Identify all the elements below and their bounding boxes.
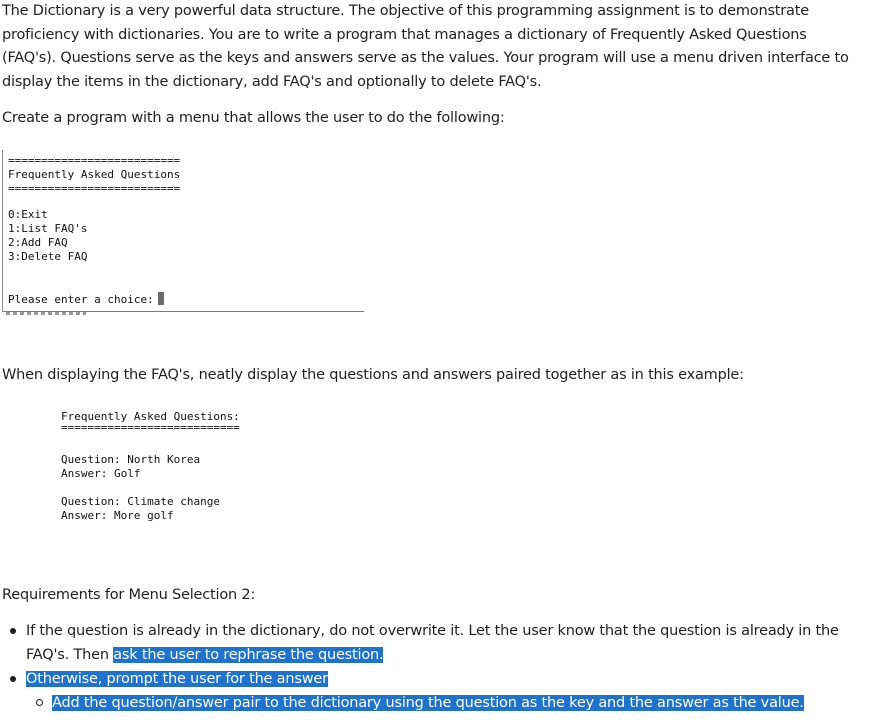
terminal-screenshot <box>2 150 364 312</box>
example-answer: Answer: More golf <box>61 509 174 522</box>
highlighted-text: Otherwise, prompt the user for the answer <box>26 671 328 687</box>
requirements-list <box>0 619 870 715</box>
highlighted-text: ask the user to rephrase the question. <box>113 647 384 663</box>
menu-item-delete: 3:Delete FAQ <box>8 250 88 263</box>
example-rule: =========================== <box>61 421 240 434</box>
menu-instruction: Create a program with a menu that allows the user to do the following: <box>2 110 505 126</box>
list-item <box>0 619 870 667</box>
bullet-icon <box>10 628 16 634</box>
example-question: Question: Climate change <box>61 495 220 508</box>
menu-item-exit: 0:Exit <box>8 208 48 221</box>
terminal-prompt-line <box>8 292 164 307</box>
menu-item-add: 2:Add FAQ <box>8 236 68 249</box>
example-question: Question: North Korea <box>61 453 201 466</box>
terminal-prompt: Please enter a choice: <box>8 293 154 306</box>
terminal-rule-bottom: ========================== <box>8 182 181 195</box>
requirement-text: If the question is already in the dictionary, do not overwrite it. Let the user know that the question is already in the FAQ's. Then <box>26 623 839 663</box>
example-title: Frequently Asked Questions: <box>61 410 240 423</box>
example-answer: Answer: Golf <box>61 467 141 480</box>
terminal-title: Frequently Asked Questions <box>8 168 181 181</box>
terminal-rule-top: ========================== <box>8 154 181 167</box>
menu-item-list: 1:List FAQ's <box>8 222 88 235</box>
cropped-text-remnant <box>6 312 86 315</box>
list-item <box>0 691 870 715</box>
terminal-menu <box>8 208 87 264</box>
requirements-heading: Requirements for Menu Selection 2: <box>2 587 256 603</box>
hollow-bullet-icon <box>36 699 43 706</box>
terminal-header <box>8 154 180 196</box>
intro-paragraph: The Dictionary is a very powerful data structure. The objective of this programming assignment is to demonstrate proficiency with dictionaries. You are to write a program that manages a dictionary of Frequently Asked Questions (FAQ's). Questions serve as the keys and answers serve as the values. Your program will use a menu driven interface to display the items in the dictionary, add FAQ's and optionally to delete FAQ's. <box>2 3 849 90</box>
cursor-icon <box>158 292 164 305</box>
bullet-icon <box>10 676 16 682</box>
list-item <box>0 667 870 691</box>
highlighted-text: Add the question/answer pair to the dictionary using the question as the key and the answer as the value. <box>52 695 804 711</box>
display-instruction: When displaying the FAQ's, neatly display the questions and answers paired together as in this example: <box>2 367 744 383</box>
